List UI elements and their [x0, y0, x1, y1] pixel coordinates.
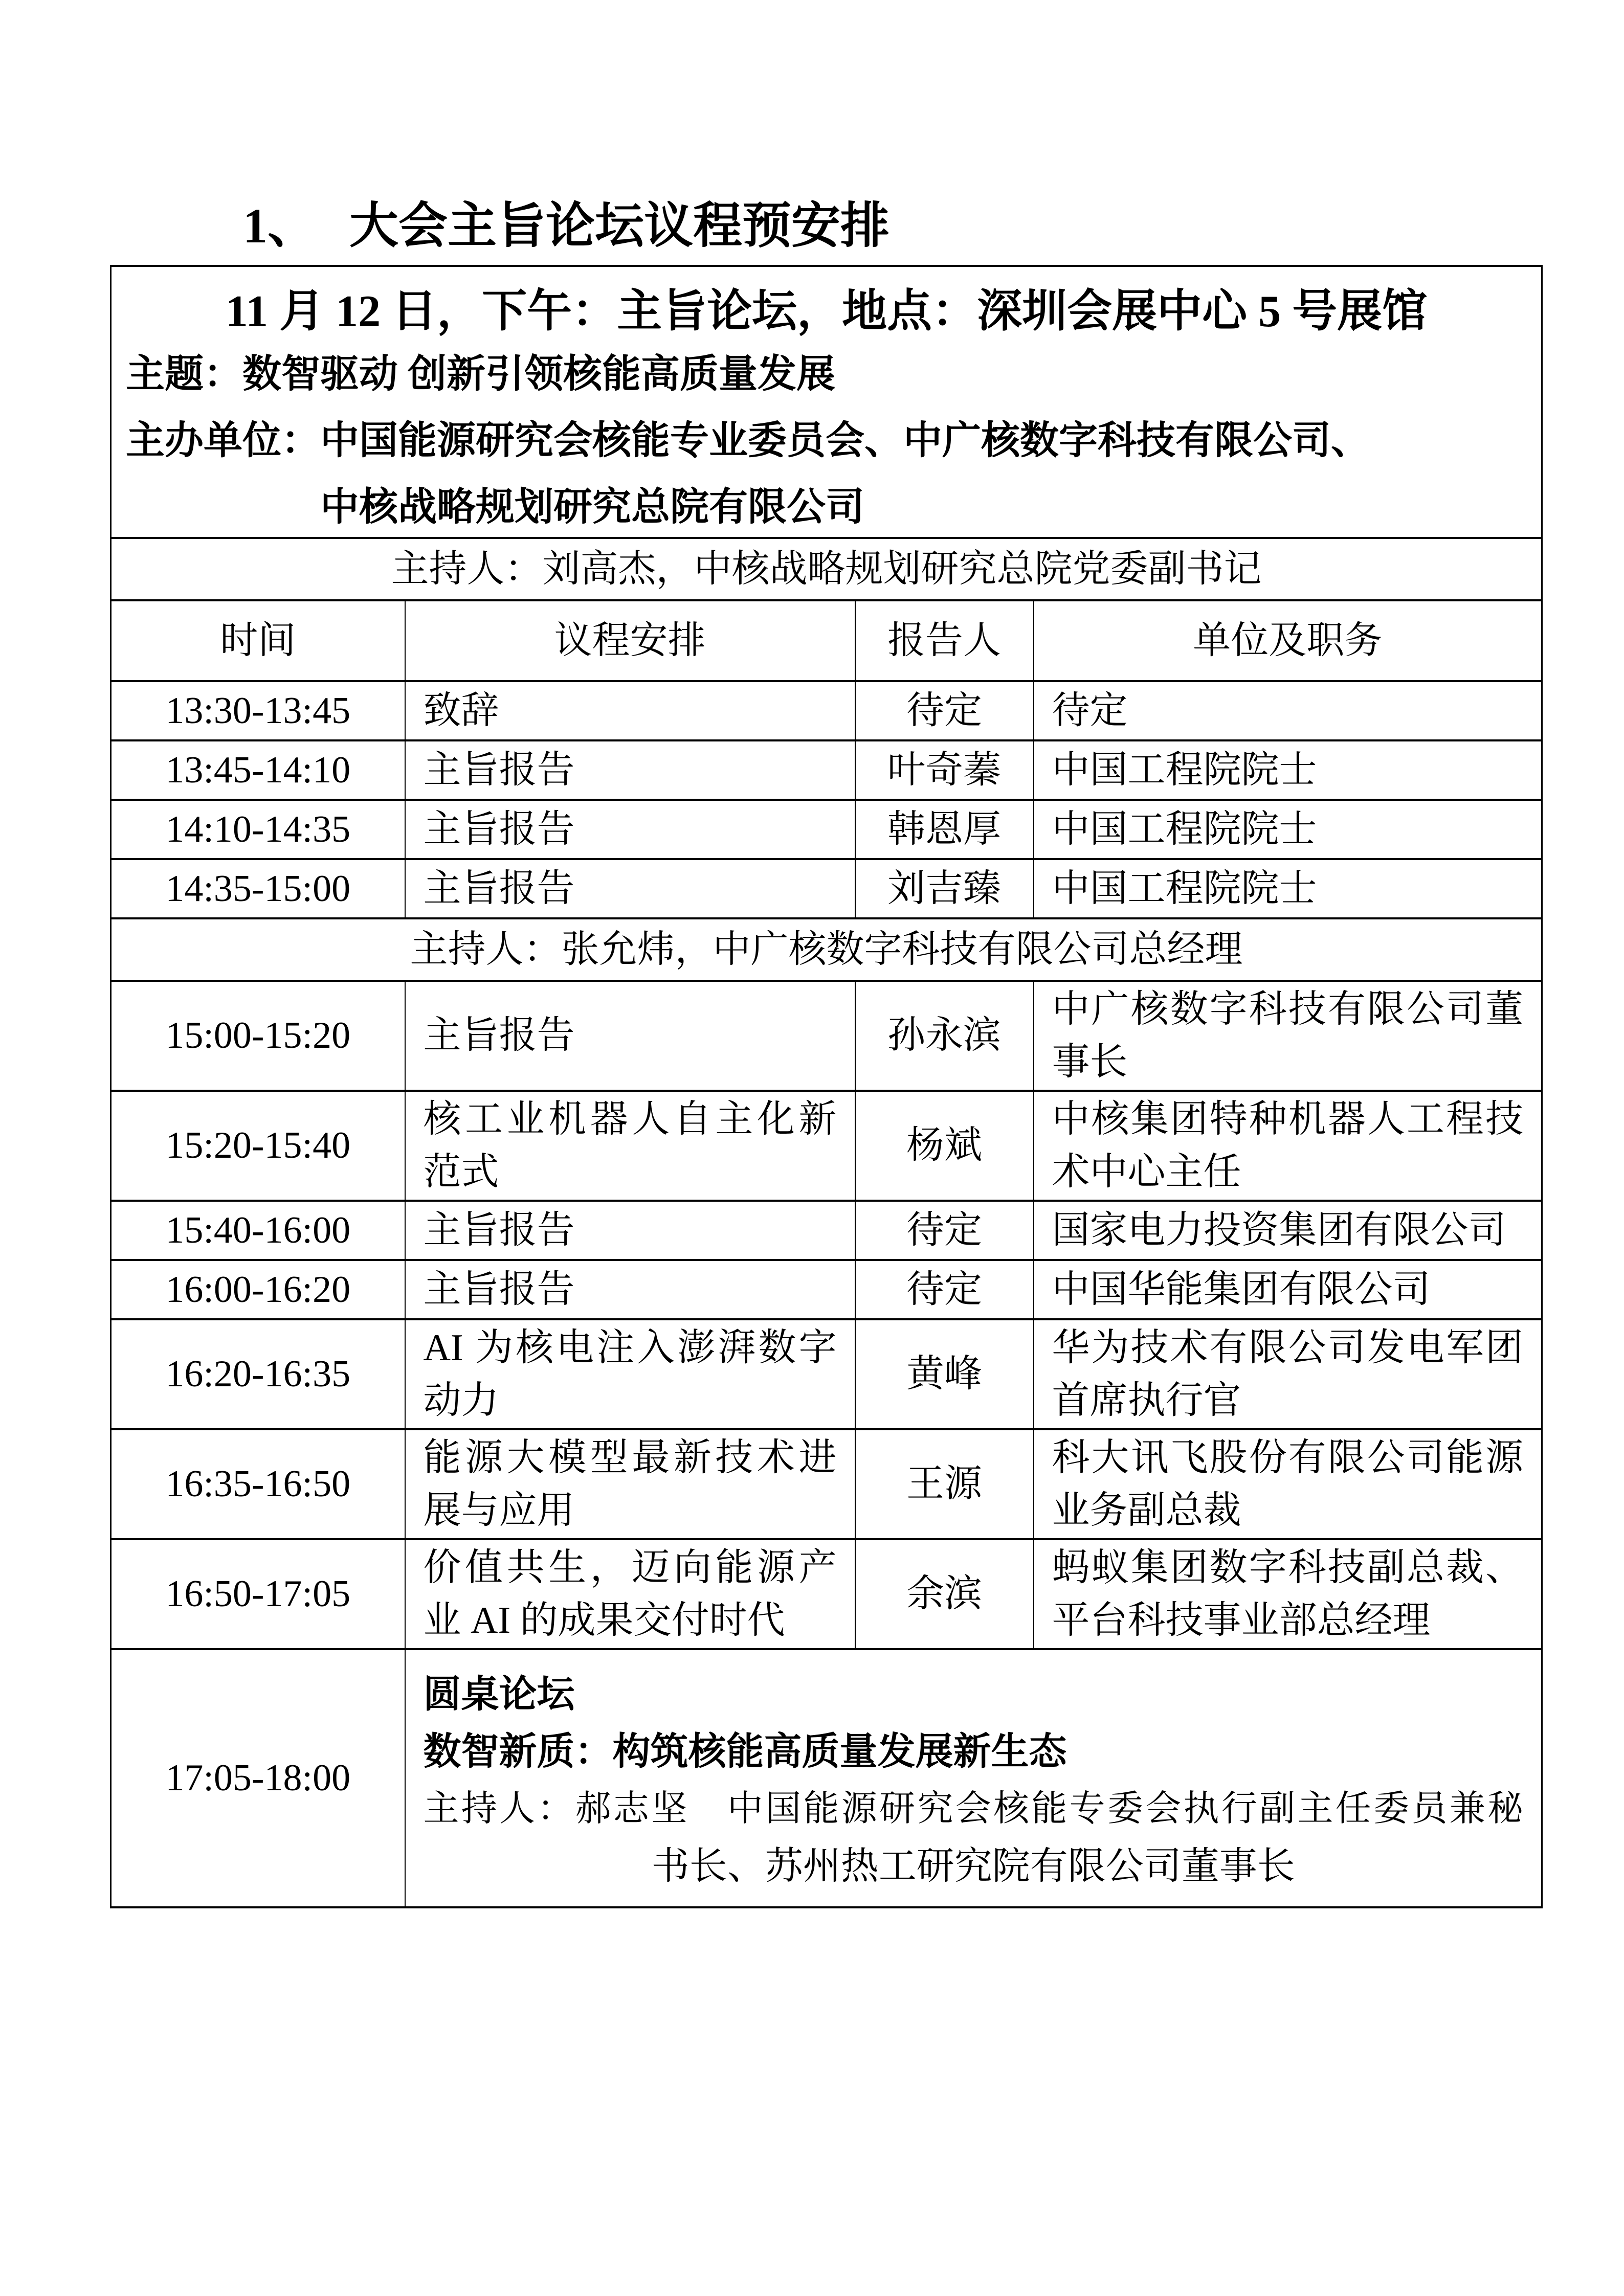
speaker-cell: 杨斌	[855, 1091, 1034, 1201]
speaker-cell: 王源	[855, 1429, 1034, 1539]
agenda-row	[111, 740, 1542, 800]
agenda-row	[111, 1260, 1542, 1319]
org-cell: 科大讯飞股份有限公司能源业务副总裁	[1034, 1429, 1542, 1539]
org-cell: 中国华能集团有限公司	[1034, 1260, 1542, 1319]
roundtable-host-line2: 书长、苏州热工研究院有限公司董事长	[651, 1845, 1295, 1887]
session-header-row	[111, 266, 1542, 538]
column-header-row	[111, 600, 1542, 681]
page-title	[243, 200, 1624, 252]
column-header-org: 单位及职务	[1034, 600, 1542, 681]
org-cell: 中国工程院院士	[1034, 800, 1542, 859]
time-cell: 15:40-16:00	[111, 1201, 405, 1260]
agenda-cell: 致辞	[405, 681, 855, 740]
column-header-time: 时间	[111, 600, 405, 681]
session-header-cell	[111, 266, 1542, 538]
org-cell: 中核集团特种机器人工程技术中心主任	[1034, 1091, 1542, 1201]
agenda-row	[111, 1091, 1542, 1201]
agenda-cell: 主旨报告	[405, 1201, 855, 1260]
speaker-cell: 黄峰	[855, 1319, 1034, 1429]
page-title-number: 1、	[243, 198, 317, 253]
time-cell: 16:50-17:05	[111, 1539, 405, 1649]
org-cell: 中国工程院院士	[1034, 859, 1542, 918]
agenda-cell: 主旨报告	[405, 859, 855, 918]
moderator-row-2	[111, 918, 1542, 981]
page-title-text: 大会主旨论坛议程预安排	[349, 198, 889, 253]
time-cell: 16:00-16:20	[111, 1260, 405, 1319]
roundtable-heading: 圆桌论坛	[423, 1673, 575, 1716]
time-cell: 13:30-13:45	[111, 681, 405, 740]
agenda-cell: 主旨报告	[405, 740, 855, 800]
speaker-cell: 叶奇蓁	[855, 740, 1034, 800]
time-cell: 14:35-15:00	[111, 859, 405, 918]
agenda-cell: 主旨报告	[405, 800, 855, 859]
agenda-cell: 价值共生，迈向能源产业 AI 的成果交付时代	[405, 1539, 855, 1649]
session-organizers: 主办单位：中国能源研究会核能专业委员会、中广核数字科技有限公司、	[126, 419, 1370, 462]
roundtable-host-line1: 主持人：郝志坚 中国能源研究会核能专委会执行副主任委员兼秘	[423, 1789, 1523, 1829]
agenda-row	[111, 1429, 1542, 1539]
time-cell: 17:05-18:00	[111, 1649, 405, 1907]
org-cell: 中广核数字科技有限公司董事长	[1034, 981, 1542, 1091]
speaker-cell: 待定	[855, 1260, 1034, 1319]
column-header-agenda: 议程安排	[405, 600, 855, 681]
org-cell: 国家电力投资集团有限公司	[1034, 1201, 1542, 1260]
moderator-2-label: 主持人：张允炜，中广核数字科技有限公司总经理	[111, 918, 1542, 981]
roundtable-row	[111, 1649, 1542, 1907]
agenda-row	[111, 859, 1542, 918]
org-cell: 华为技术有限公司发电军团首席执行官	[1034, 1319, 1542, 1429]
speaker-cell: 孙永滨	[855, 981, 1034, 1091]
agenda-cell: AI 为核电注入澎湃数字动力	[405, 1319, 855, 1429]
agenda-cell: 核工业机器人自主化新范式	[405, 1091, 855, 1201]
moderator-1-label: 主持人：刘高杰，中核战略规划研究总院党委副书记	[111, 538, 1542, 600]
agenda-row	[111, 681, 1542, 740]
org-cell: 中国工程院院士	[1034, 740, 1542, 800]
speaker-cell: 韩恩厚	[855, 800, 1034, 859]
org-cell: 蚂蚁集团数字科技副总裁、平台科技事业部总经理	[1034, 1539, 1542, 1649]
roundtable-cell	[405, 1649, 1542, 1907]
time-cell: 16:35-16:50	[111, 1429, 405, 1539]
agenda-row	[111, 1201, 1542, 1260]
agenda-cell: 主旨报告	[405, 1260, 855, 1319]
time-cell: 15:20-15:40	[111, 1091, 405, 1201]
agenda-cell: 主旨报告	[405, 981, 855, 1091]
time-cell: 13:45-14:10	[111, 740, 405, 800]
session-headline: 11 月 12 日，下午：主旨论坛，地点：深圳会展中心 5 号展馆	[225, 287, 1428, 336]
speaker-cell: 余滨	[855, 1539, 1034, 1649]
time-cell: 14:10-14:35	[111, 800, 405, 859]
column-header-speaker: 报告人	[855, 600, 1034, 681]
roundtable-topic: 数智新质：构筑核能高质量发展新生态	[423, 1730, 1067, 1773]
agenda-row	[111, 800, 1542, 859]
moderator-row-1	[111, 538, 1542, 600]
agenda-row	[111, 1539, 1542, 1649]
time-cell: 16:20-16:35	[111, 1319, 405, 1429]
agenda-row	[111, 981, 1542, 1091]
session-theme: 主题：数智驱动 创新引领核能高质量发展	[126, 353, 835, 396]
speaker-cell: 刘吉臻	[855, 859, 1034, 918]
agenda-table	[110, 265, 1543, 1908]
session-organizers-continued: 中核战略规划研究总院有限公司	[320, 486, 864, 529]
speaker-cell: 待定	[855, 1201, 1034, 1260]
agenda-cell: 能源大模型最新技术进展与应用	[405, 1429, 855, 1539]
org-cell: 待定	[1034, 681, 1542, 740]
time-cell: 15:00-15:20	[111, 981, 405, 1091]
speaker-cell: 待定	[855, 681, 1034, 740]
agenda-row	[111, 1319, 1542, 1429]
